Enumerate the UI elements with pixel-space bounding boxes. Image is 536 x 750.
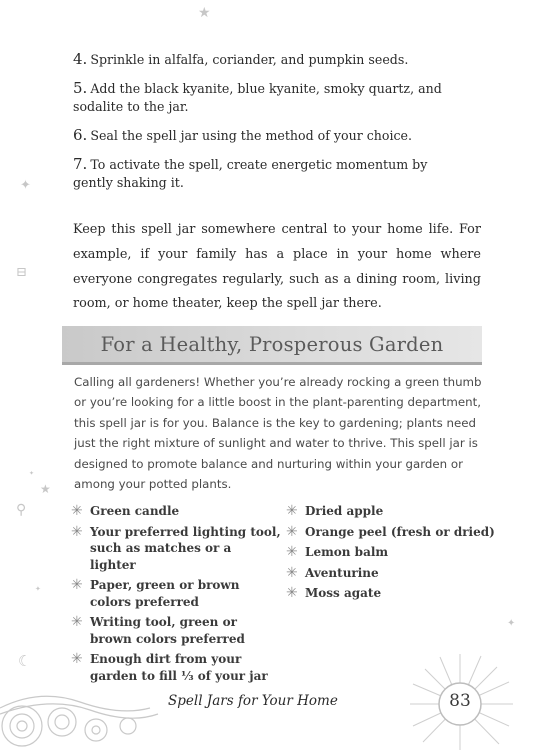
list-item: ✳ Orange peel (fresh or dried): [286, 523, 495, 540]
asterisk-bullet-icon: ✳: [286, 564, 298, 581]
step-item: 5. Add the black kyanite, blue kyanite, smoky quartz, and sodalite to the jar.: [73, 79, 442, 114]
step-item: 4. Sprinkle in alfalfa, coriander, and pumpkin seeds.: [73, 50, 409, 68]
list-item: ✳ Paper, green or brown colors preferred: [71, 577, 240, 609]
list-item: ✳ Enough dirt from your garden to fill ⅓ of your jar: [71, 651, 268, 683]
star-icon: ✦: [29, 470, 35, 477]
sparkle-icon: ✦: [20, 178, 31, 193]
asterisk-bullet-icon: ✳: [286, 503, 298, 519]
list-item: ✳ Aventurine: [286, 564, 379, 581]
list-item: ✳ Lemon balm: [286, 544, 389, 560]
moon-icon: ☾: [18, 652, 32, 670]
section-intro: Calling all gardeners! Whether you’re already rocking a green thumb or you’re looking for a little boost in the plant-parenting department, this spell jar is for you. Balance is the key to gardening; plants need just the right mixture of sunlight and water to thrive. This spell jar is designed to promote balance and nurturing within your garden or among your potted plants.: [74, 375, 482, 492]
list-item: ✳ Dried apple: [286, 503, 384, 519]
step-item: 6. Seal the spell jar using the method of your choice.: [73, 126, 413, 144]
asterisk-bullet-icon: ✳: [286, 585, 298, 601]
asterisk-bullet-icon: ✳: [71, 503, 83, 519]
numbered-steps: [73, 50, 468, 202]
ingredients-list-left: [71, 503, 281, 688]
asterisk-bullet-icon: ✳: [286, 523, 298, 540]
asterisk-bullet-icon: ✳: [286, 544, 298, 560]
page-number: 83: [449, 691, 471, 711]
ingredients-list-right: [286, 503, 496, 606]
bookmark-icon: ⊟: [16, 265, 27, 280]
asterisk-bullet-icon: ✳: [71, 523, 83, 540]
star-icon: ✦: [35, 585, 41, 593]
body-paragraph: Keep this spell jar somewhere central to your home life. For example, if your family has a place in your home where everyone congregates regularly, such as a dining room, living room, or home theater, keep the spell jar there.: [73, 222, 481, 312]
asterisk-bullet-icon: ✳: [71, 614, 83, 630]
list-item: ✳ Writing tool, green or brown colors preferred: [71, 614, 245, 646]
running-footer-title: Spell Jars for Your Home: [168, 693, 338, 709]
asterisk-bullet-icon: ✳: [71, 577, 83, 593]
star-icon: ★: [40, 482, 51, 496]
step-item: 7. To activate the spell, create energetic momentum by gently shaking it.: [73, 155, 428, 190]
section-title: For a Healthy, Prosperous Garden: [100, 333, 444, 356]
asterisk-bullet-icon: ✳: [71, 651, 83, 667]
list-item: ✳ Green candle: [71, 503, 180, 519]
list-item: ✳ Your preferred lighting tool, such as matches or a lighter: [71, 523, 281, 572]
list-item: ✳ Moss agate: [286, 585, 382, 601]
charm-icon: ⚲: [16, 502, 27, 518]
star-icon: ★: [198, 5, 211, 21]
star-icon: ✦: [507, 618, 516, 629]
